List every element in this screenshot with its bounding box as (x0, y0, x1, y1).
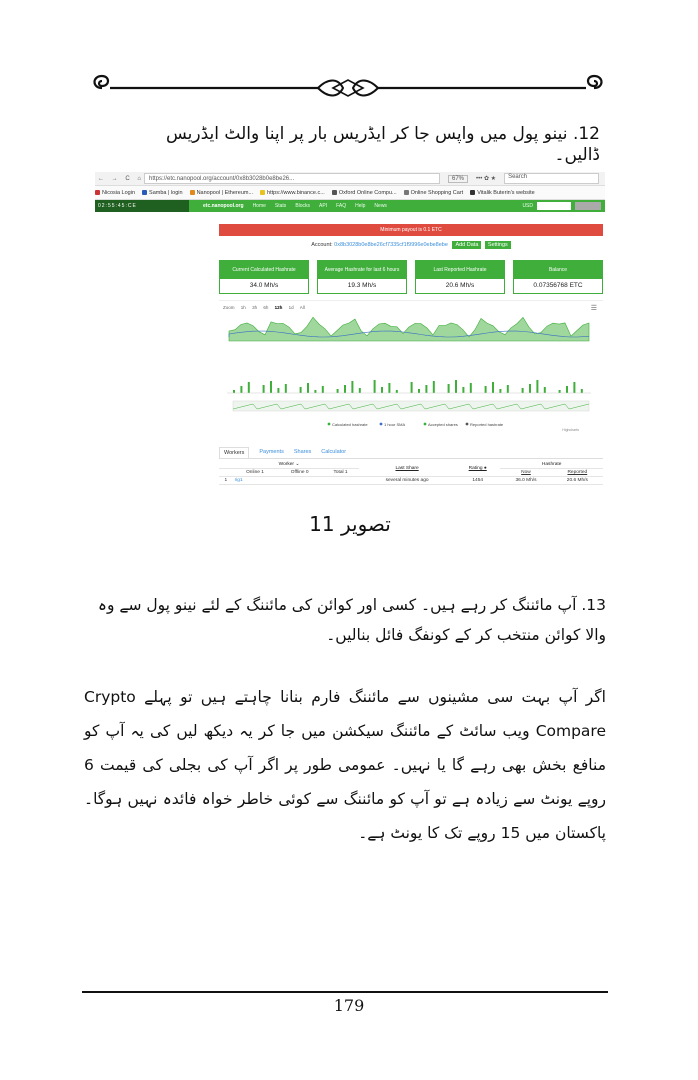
nav-blocks[interactable]: Blocks (295, 203, 311, 209)
account-address[interactable]: 0x8b3028b0e8be26cf7335cf1f9996e0ebe8ebe (334, 242, 448, 248)
currency-select[interactable]: USD (522, 203, 533, 209)
zoom-label: Zoom (223, 305, 235, 310)
nav-stats[interactable]: Stats (274, 203, 287, 209)
shares-bar (270, 381, 272, 393)
shares-bar (359, 388, 361, 393)
shares-bar (566, 386, 568, 393)
settings-button[interactable]: Settings (485, 241, 511, 249)
chart-zoom-selector (223, 305, 310, 310)
reported-cell: 20.6 Mh/s (552, 477, 603, 485)
filter-online[interactable]: Online 1 (233, 469, 278, 477)
bookmark-icon (332, 190, 337, 195)
bookmark-item[interactable]: Online Shopping Cart (404, 190, 464, 196)
shares-bar (522, 388, 524, 393)
bookmark-item[interactable]: Samba | login (142, 190, 183, 196)
stats-cards (219, 260, 603, 294)
page-number: 179 (333, 996, 365, 1015)
stat-value: 19.3 Mh/s (347, 282, 377, 289)
shares-bar (536, 380, 538, 393)
zoom-level[interactable]: 67% (448, 175, 468, 183)
shares-bar (233, 390, 235, 393)
tab-calculator[interactable]: Calculator (321, 449, 347, 455)
site-navbar (95, 200, 605, 212)
payout-alert: Minimum payout is 0.1 ETC (219, 224, 603, 236)
chart-graphic (219, 301, 603, 433)
zoom-option[interactable]: 6h (263, 305, 269, 310)
browser-toolbar (95, 172, 605, 186)
filter-total[interactable]: Total 1 (322, 469, 359, 477)
bookmark-icon (260, 190, 265, 195)
legend-label: Accepted shares (428, 422, 458, 427)
stat-card (415, 260, 505, 294)
now-cell: 36.0 Mh/s (500, 477, 551, 485)
shares-bar (433, 381, 435, 393)
account-search-button[interactable] (575, 202, 601, 210)
shares-bar (544, 387, 546, 393)
shares-bar (573, 382, 575, 393)
legend-marker (328, 423, 331, 426)
stat-header: Average Hashrate for last 6 hours (318, 261, 406, 279)
stat-value: 34.0 Mh/s (249, 282, 279, 289)
ornament-divider (88, 70, 608, 104)
table-row[interactable] (219, 477, 603, 485)
chart-menu-icon[interactable]: ☰ (590, 305, 597, 312)
bookmark-item[interactable]: https://www.binance.c... (260, 190, 325, 196)
stat-header: Last Reported Hashrate (416, 261, 504, 279)
shares-bar (240, 386, 242, 393)
tab-payments[interactable]: Payments (259, 449, 284, 455)
step-12-text: 12. نینو پول میں واپس جا کر ایڈریس بار پر اپنا والٹ ایڈریس ڈالیں۔ (166, 124, 600, 165)
reported-header[interactable]: Reported (552, 469, 603, 477)
shares-bar (418, 389, 420, 393)
shares-bar (507, 385, 509, 393)
bookmark-item[interactable]: Nanopool | Ethereum... (190, 190, 253, 196)
now-header[interactable]: Now (500, 469, 551, 477)
workers-table (219, 461, 603, 485)
last-share-cell: several minutes ago (359, 477, 455, 485)
browser-nav-buttons[interactable]: ← → C ⌂ (98, 175, 144, 182)
bookmark-icon (470, 190, 475, 195)
bookmark-item[interactable]: Oxford Online Compu... (332, 190, 397, 196)
shares-bar (300, 387, 302, 393)
worker-column-header[interactable]: Worker ⌄ (219, 461, 359, 469)
bookmark-icon (142, 190, 147, 195)
nav-home[interactable]: Home (252, 203, 266, 209)
stat-header: Balance (514, 261, 602, 279)
shares-bar (499, 389, 501, 393)
shares-bar (470, 383, 472, 393)
shares-bar (492, 382, 494, 393)
nav-news[interactable]: News (374, 203, 387, 209)
stat-card (513, 260, 603, 294)
account-search-input[interactable] (537, 202, 571, 210)
chart-credit: Highcharts (562, 428, 579, 432)
stat-card (219, 260, 309, 294)
legend-marker (424, 423, 427, 426)
zoom-option-selected[interactable]: 12h (274, 305, 283, 310)
shares-bar (285, 384, 287, 393)
hashrate-header: Hashrate (500, 461, 603, 469)
worker-tabs (219, 446, 603, 459)
shares-bar (396, 390, 398, 393)
shares-bar (581, 389, 583, 393)
tab-shares[interactable]: Shares (293, 449, 312, 455)
stat-value: 0.07356768 ETC (533, 282, 583, 289)
shares-bar (351, 381, 353, 393)
bookmark-item[interactable]: Nicosia Login (95, 190, 135, 196)
stat-value: 20.6 Mh/s (445, 282, 475, 289)
figure-caption: تصویر 11 (309, 512, 391, 536)
shares-bar (559, 390, 561, 393)
bookmark-icon (95, 190, 100, 195)
shares-bar (455, 380, 457, 393)
shares-bar (462, 387, 464, 393)
filter-offline[interactable]: Offline 0 (277, 469, 322, 477)
rating-cell: 1454 (455, 477, 500, 485)
address-bar[interactable]: https://etc.nanopool.org/account/0x8b3028b0e8be26... (144, 173, 440, 184)
add-data-button[interactable]: Add Data (452, 241, 481, 249)
zoom-option[interactable]: 1h (240, 305, 246, 310)
footer-rule (82, 991, 608, 993)
legend-label: Reported hashrate (470, 422, 504, 427)
site-logo[interactable]: etc.nanopool.org (203, 203, 244, 209)
legend-marker (466, 423, 469, 426)
shares-bar (248, 382, 250, 393)
shares-bar (388, 383, 390, 393)
shares-bar (314, 390, 316, 393)
step-13-text: 13. آپ مائننگ کر رہے ہیں۔ کسی اور کوائن کی مائننگ کے لئے نینو پول سے وہ والا کوائن منتخب کر کے کونفگ فائل بنالیں۔ (97, 596, 606, 644)
shares-bar (277, 388, 279, 393)
bookmark-icon (190, 190, 195, 195)
shares-bar (263, 385, 265, 393)
account-label: Account: (311, 242, 333, 248)
navigator-strip (233, 401, 589, 411)
body-paragraph: اگر آپ بہت سی مشینوں سے مائننگ فارم بنانا چاہتے ہیں تو پہلے Crypto Compare ویب سائٹ کے مائننگ سیکشن میں جا کر یہ دیکھ لیں کی یہ آپ کو منافع بخش بھی رہے گا یا نہیں۔ عمومی طور پر اگر آپ کی بجلی کی قیمت 6 روپے یونٹ سے زیادہ ہے تو آپ کو مائننگ سے کوئی خاطر خواہ فائدہ نہیں ہوگا۔ پاکستان میں 15 روپے تک کا یونٹ ہے۔ (84, 688, 606, 842)
nav-help[interactable]: Help (355, 203, 366, 209)
zoom-option[interactable]: 3h (252, 305, 258, 310)
nav-faq[interactable]: FAQ (336, 203, 347, 209)
stat-card (317, 260, 407, 294)
shares-bar (485, 386, 487, 393)
shares-bar (337, 389, 339, 393)
bookmark-item[interactable]: Vitalik Buterin's website (470, 190, 535, 196)
legend-label: 1 hour SMA (384, 422, 406, 427)
shares-bar (374, 380, 376, 393)
rating-header[interactable]: Rating ● (455, 461, 500, 477)
shares-bar (307, 383, 309, 393)
shares-bar (411, 382, 413, 393)
nav-api[interactable]: API (319, 203, 328, 209)
shares-bar (529, 384, 531, 393)
legend-marker (380, 423, 383, 426)
account-row (219, 242, 603, 248)
browser-search-input[interactable]: Search (504, 173, 599, 184)
last-share-header[interactable]: Last Share (359, 461, 455, 477)
shares-bar (322, 386, 324, 393)
zoom-option[interactable]: All (299, 305, 305, 310)
tab-workers[interactable]: Workers (219, 447, 249, 458)
shares-bar (448, 384, 450, 393)
bookmarks-bar (95, 186, 605, 200)
figure-screenshot (95, 172, 605, 502)
legend-label: Calculated hashrate (332, 422, 368, 427)
worker-link[interactable]: rig1 (233, 477, 359, 485)
shares-bar (381, 387, 383, 393)
stat-header: Current Calculated Hashrate (220, 261, 308, 279)
clock-display: 02:55:45:CE (95, 200, 189, 212)
page-actions-icon[interactable]: ••• ✿ ★ (476, 176, 497, 182)
hashrate-area (229, 317, 589, 341)
zoom-option[interactable]: 1d (288, 305, 294, 310)
hashrate-chart (219, 300, 603, 433)
row-index: 1 (219, 477, 233, 485)
shares-bar (344, 385, 346, 393)
bookmark-icon (404, 190, 409, 195)
shares-bar (425, 385, 427, 393)
